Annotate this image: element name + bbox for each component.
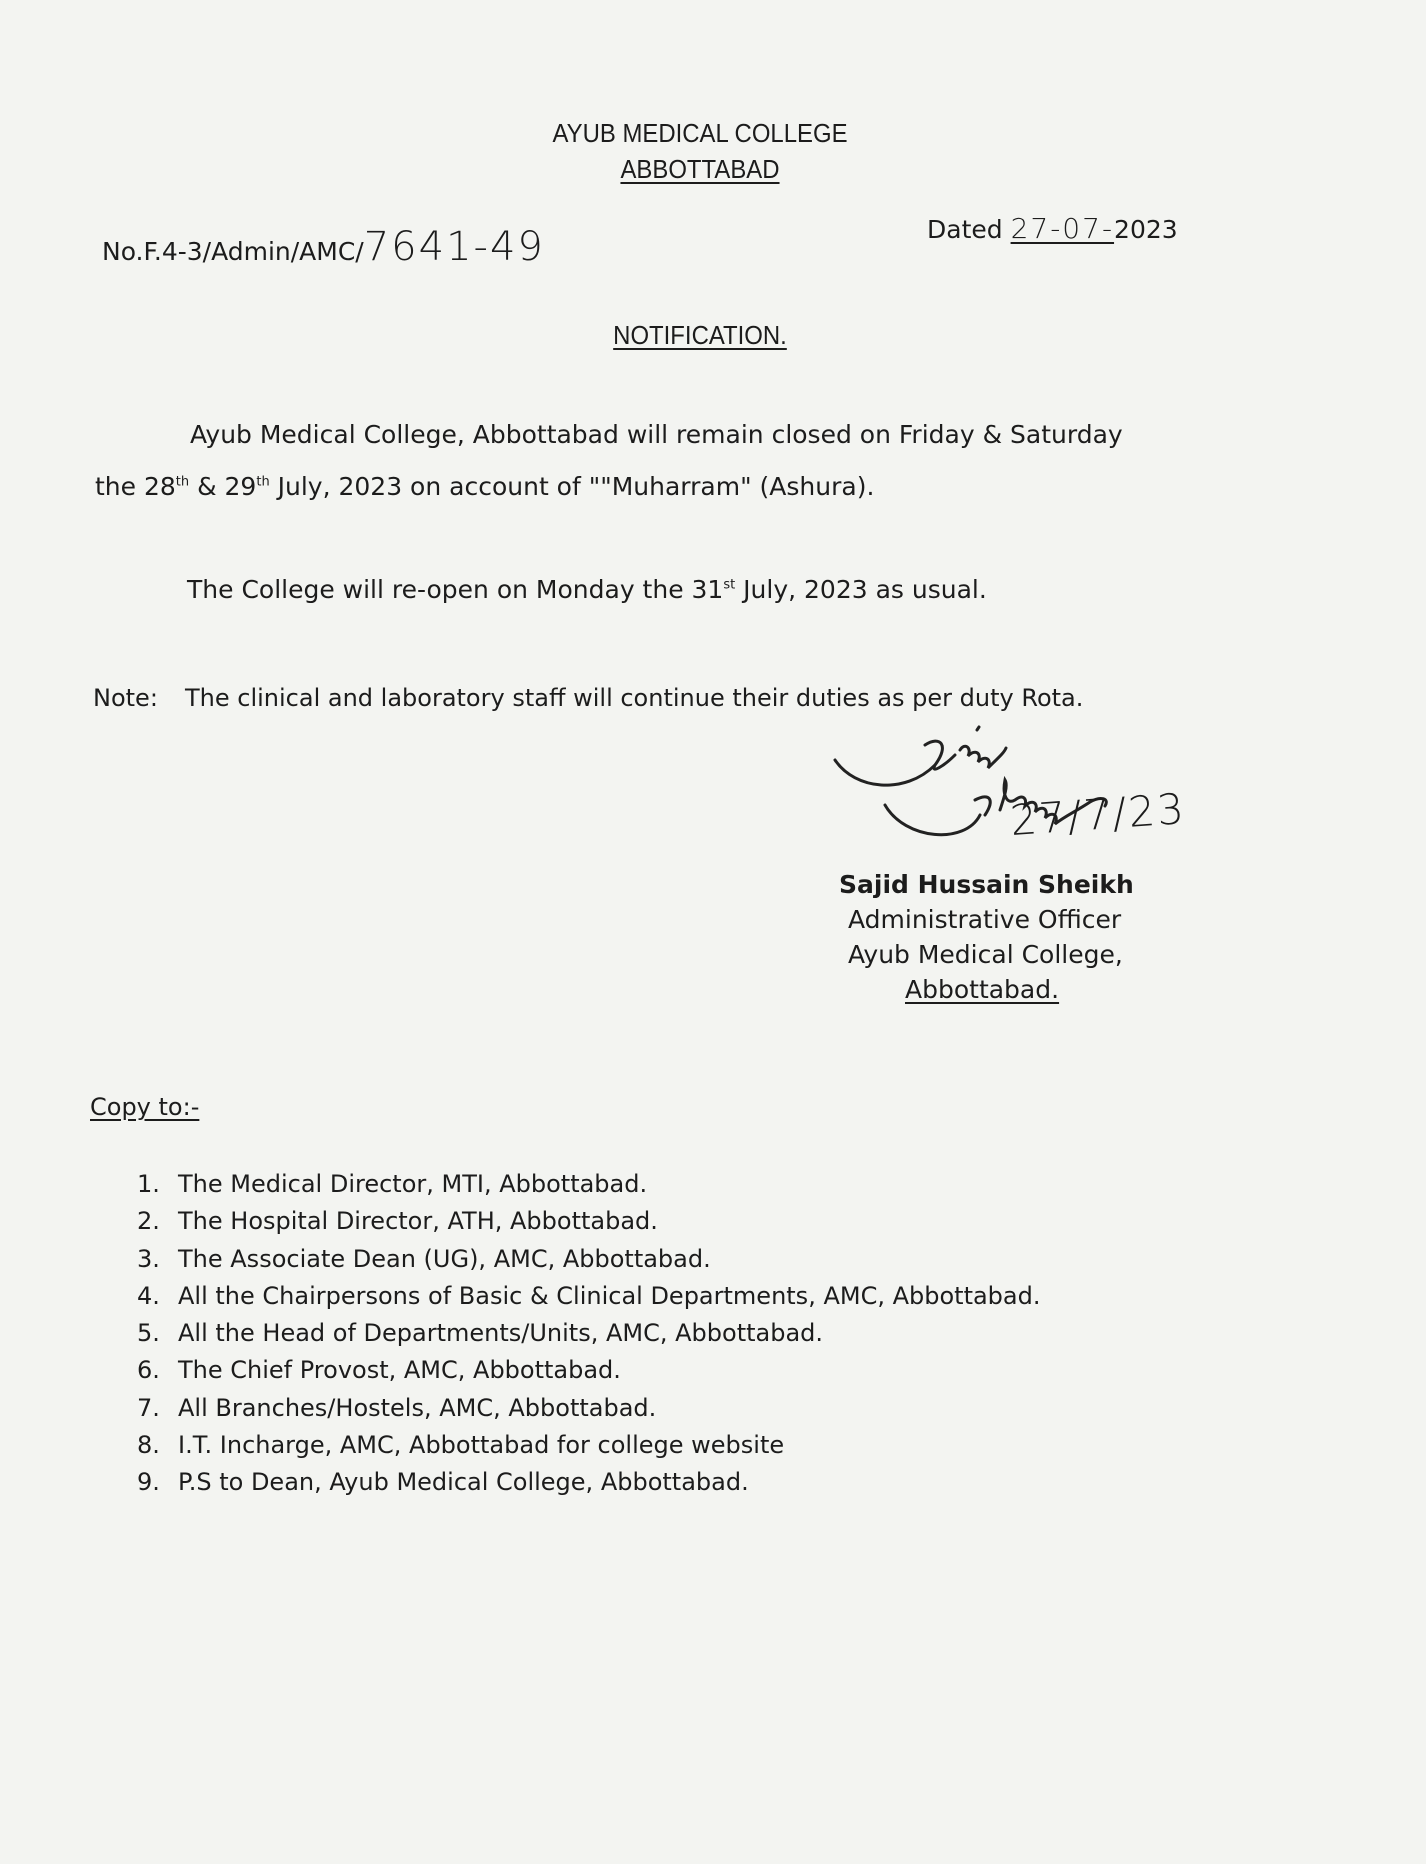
copy-to-item-number: 6. <box>137 1356 160 1385</box>
copy-to-item-number: 5. <box>137 1319 160 1348</box>
note-label: Note: <box>93 684 158 712</box>
copy-to-item-text: All the Chairpersons of Basic & Clinical Departments, AMC, Abbottabad. <box>178 1281 1041 1310</box>
copy-to-item-number: 3. <box>137 1244 160 1273</box>
copy-to-item-number: 2. <box>137 1207 160 1236</box>
paragraph-closure-line1: Ayub Medical College, Abbottabad will remain closed on Friday & Saturday <box>190 420 1123 449</box>
copy-to-item <box>137 1170 1041 1207</box>
copy-to-item-text: All Branches/Hostels, AMC, Abbottabad. <box>178 1393 657 1422</box>
copy-to-item <box>137 1319 1041 1356</box>
superscript: th <box>175 474 190 490</box>
copy-to-item-text: P.S to Dean, Ayub Medical College, Abbottabad. <box>178 1468 749 1497</box>
copy-to-list <box>137 1170 1041 1506</box>
copy-to-item <box>137 1282 1041 1319</box>
signatory-city: Abbottabad. <box>905 975 1060 1004</box>
text: & 29 <box>189 472 257 501</box>
note <box>93 684 1083 712</box>
copy-to-label: Copy to:- <box>90 1093 200 1121</box>
signature-date-handwritten: 27/7/23 <box>1008 783 1188 846</box>
copy-to-item-text: I.T. Incharge, AMC, Abbottabad for college website <box>178 1431 785 1460</box>
text: The College will re-open on Monday the 31 <box>187 575 724 604</box>
signatory-organization: Ayub Medical College, <box>848 940 1123 969</box>
date-year: 2023 <box>1114 215 1178 244</box>
reference-prefix: No.F.4-3/Admin/AMC/ <box>102 237 364 266</box>
copy-to-item-text: The Medical Director, MTI, Abbottabad. <box>178 1170 648 1198</box>
note-text: The clinical and laboratory staff will continue their duties as per duty Rota. <box>185 684 1084 712</box>
reference-number <box>102 224 545 270</box>
copy-to-item <box>137 1431 1041 1468</box>
copy-to-item-number: 1. <box>137 1170 160 1198</box>
copy-to-item <box>137 1468 1041 1505</box>
header-city: ABBOTTABAD <box>620 154 780 184</box>
paragraph-reopen <box>187 575 987 604</box>
copy-to-item-number: 9. <box>137 1468 160 1497</box>
paragraph-closure-line2 <box>95 472 874 501</box>
date-label: Dated <box>927 215 1003 244</box>
notification-title: NOTIFICATION. <box>613 320 787 350</box>
copy-to-item-text: The Chief Provost, AMC, Abbottabad. <box>178 1356 621 1385</box>
text: July, 2023 on account of ""Muharram" (Ashura). <box>269 472 875 501</box>
header-college-name: AYUB MEDICAL COLLEGE <box>552 118 848 148</box>
copy-to-item <box>137 1356 1041 1393</box>
signatory-name: Sajid Hussain Sheikh <box>839 870 1134 899</box>
superscript: st <box>723 577 736 593</box>
copy-to-item-number: 8. <box>137 1431 160 1460</box>
copy-to-item-text: The Hospital Director, ATH, Abbottabad. <box>178 1207 658 1236</box>
date-line <box>927 212 1178 245</box>
signatory-designation: Administrative Officer <box>848 905 1122 934</box>
copy-to-item <box>137 1394 1041 1431</box>
copy-to-item-number: 7. <box>137 1393 160 1422</box>
copy-to-item <box>137 1245 1041 1282</box>
text: July, 2023 as usual. <box>735 575 987 604</box>
copy-to-item-text: The Associate Dean (UG), AMC, Abbottabad. <box>178 1244 711 1273</box>
text: the 28 <box>95 472 176 501</box>
reference-handwritten-number: 7641-49 <box>363 224 545 270</box>
copy-to-item-text: All the Head of Departments/Units, AMC, Abbottabad. <box>178 1319 824 1348</box>
superscript: th <box>256 474 270 490</box>
date-handwritten: 27-07- <box>1010 212 1115 245</box>
copy-to-item <box>137 1207 1041 1244</box>
copy-to-item-number: 4. <box>137 1281 160 1310</box>
